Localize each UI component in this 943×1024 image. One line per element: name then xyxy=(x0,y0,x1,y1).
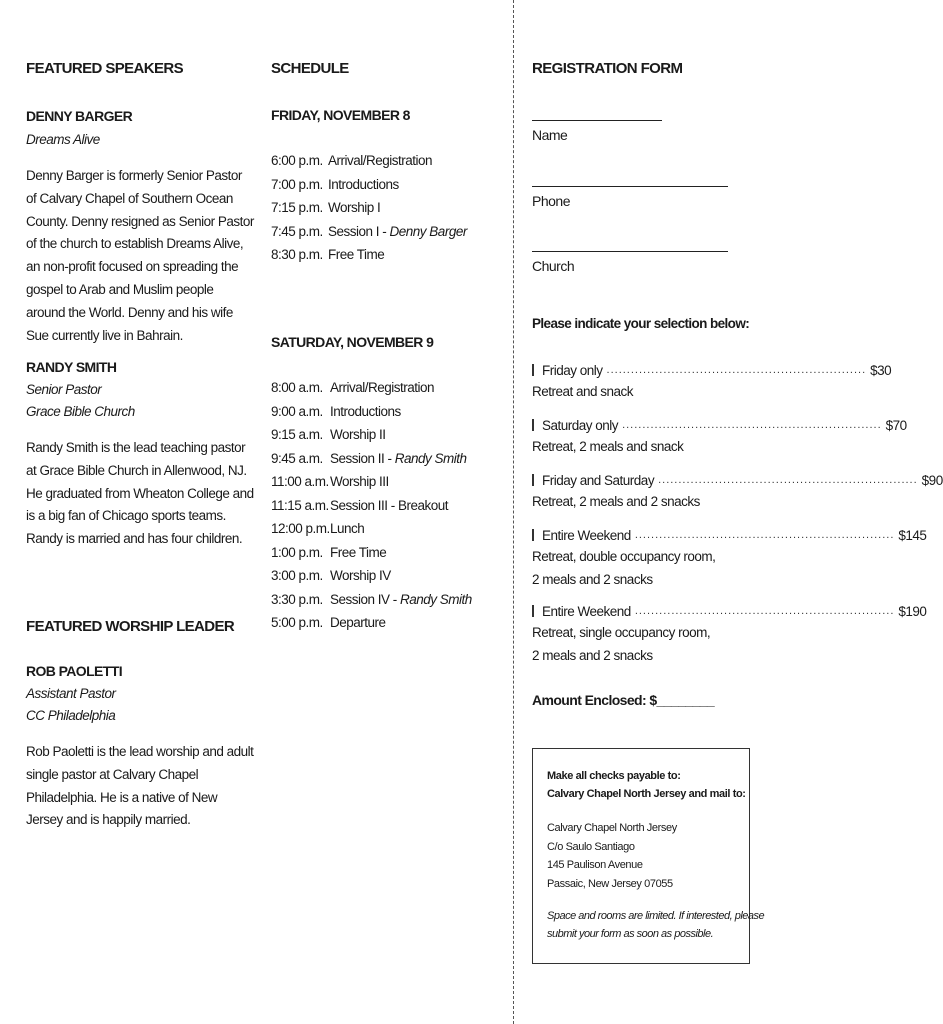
registration-option xyxy=(532,524,927,591)
schedule-item xyxy=(271,447,472,471)
saturday-day-heading: SATURDAY, NOVEMBER 9 xyxy=(271,334,434,350)
dot-leader: ................................................................ xyxy=(634,605,895,617)
schedule-event xyxy=(330,541,386,565)
option-description-line: Retreat, 2 meals and snack xyxy=(532,439,684,454)
schedule-event-title: Worship IV xyxy=(330,568,391,583)
address-line: Passaic, New Jersey 07055 xyxy=(547,877,673,890)
payable-instructions xyxy=(547,767,749,803)
schedule-item xyxy=(271,564,472,588)
schedule-event-title: Free Time xyxy=(330,544,387,560)
schedule-header: SCHEDULE xyxy=(271,60,349,77)
dot-leader: ................................................................ xyxy=(634,529,895,541)
saturday-schedule-list xyxy=(271,376,472,635)
option-label: Entire Weekend xyxy=(542,527,631,543)
schedule-event-title: Arrival/Registration xyxy=(328,153,433,168)
worship-leader-role: Assistant Pastor xyxy=(26,686,116,701)
option-description-line: Retreat, 2 meals and 2 snacks xyxy=(532,494,700,509)
mailing-address xyxy=(547,819,749,893)
worship-leader-name: ROB PAOLETTI xyxy=(26,663,122,679)
name-input-line[interactable] xyxy=(532,120,662,121)
schedule-event-speaker: Denny Barger xyxy=(389,223,467,239)
schedule-event-title: Introductions xyxy=(330,403,401,419)
schedule-item xyxy=(271,220,467,244)
speaker-bio: Randy Smith is the lead teaching pastor at Grace Bible Church in Allenwood, NJ. He graduated from Wheaton College and is a big fan of Chicago sports teams. Randy is married and has four children. xyxy=(26,440,254,547)
name-field-label: Name xyxy=(532,127,568,143)
featured-speakers-header: FEATURED SPEAKERS xyxy=(26,60,184,77)
schedule-event xyxy=(328,220,467,244)
note-line: Space and rooms are limited. If interested, please xyxy=(547,910,765,922)
option-price: $90 xyxy=(921,472,943,488)
dot-leader: ................................................................ xyxy=(606,364,867,376)
schedule-event xyxy=(330,447,467,471)
schedule-item xyxy=(271,517,472,541)
schedule-item xyxy=(271,588,472,612)
schedule-time: 12:00 p.m. xyxy=(271,521,330,536)
schedule-item xyxy=(271,400,472,424)
option-checkbox[interactable] xyxy=(532,364,534,376)
schedule-event-speaker: Randy Smith xyxy=(394,450,467,466)
schedule-event-title: Free Time xyxy=(328,247,385,262)
schedule-time: 9:15 a.m. xyxy=(271,427,323,442)
registration-form-header: REGISTRATION FORM xyxy=(532,60,683,77)
schedule-item xyxy=(271,173,467,197)
speaker-name: RANDY SMITH xyxy=(26,359,117,375)
option-price: $145 xyxy=(898,527,927,543)
option-description-line: 2 meals and 2 snacks xyxy=(532,571,653,587)
schedule-event-title: Departure xyxy=(330,615,386,630)
worship-leader-roles xyxy=(26,683,116,727)
schedule-event xyxy=(330,517,364,541)
schedule-event-title: Lunch xyxy=(330,521,365,536)
option-description-line: Retreat and snack xyxy=(532,384,634,399)
schedule-event xyxy=(330,400,401,424)
speaker-role: Grace Bible Church xyxy=(26,404,135,419)
schedule-event xyxy=(330,494,448,518)
fold-divider xyxy=(513,0,514,1024)
dot-leader: ................................................................ xyxy=(622,419,882,431)
speaker-role: Dreams Alive xyxy=(26,132,100,147)
schedule-item xyxy=(271,149,467,173)
limited-space-note xyxy=(547,907,765,943)
friday-day-heading: FRIDAY, NOVEMBER 8 xyxy=(271,107,410,123)
payable-line: Make all checks payable to: xyxy=(547,770,681,782)
registration-option xyxy=(532,414,907,459)
option-price: $190 xyxy=(898,603,927,619)
schedule-event-title: Worship I xyxy=(328,200,381,215)
schedule-time: 8:00 a.m. xyxy=(271,380,323,395)
schedule-item xyxy=(271,376,472,400)
schedule-event xyxy=(330,611,386,635)
schedule-time: 1:00 p.m. xyxy=(271,544,323,560)
option-description-line: 2 meals and 2 snacks xyxy=(532,647,653,663)
option-description xyxy=(532,436,732,459)
speaker-roles xyxy=(26,379,135,423)
schedule-event xyxy=(330,470,389,494)
option-price: $70 xyxy=(885,417,907,433)
option-label: Friday only xyxy=(542,362,603,378)
option-price: $30 xyxy=(870,362,892,378)
schedule-time: 11:15 a.m. xyxy=(271,497,329,513)
speaker-roles xyxy=(26,129,100,151)
schedule-item xyxy=(271,196,467,220)
option-row xyxy=(532,600,927,622)
option-checkbox[interactable] xyxy=(532,419,534,431)
option-description xyxy=(532,622,732,667)
schedule-item xyxy=(271,541,472,565)
schedule-event-title: Session IV - xyxy=(330,591,401,607)
schedule-time: 5:00 p.m. xyxy=(271,615,323,630)
option-label: Friday and Saturday xyxy=(542,472,655,488)
amount-enclosed: Amount Enclosed: $________ xyxy=(532,692,715,708)
speaker-bio: Denny Barger is formerly Senior Pastor of Calvary Chapel of Southern Ocean County. Denny resigned as Senior Pastor of the church to establish Dreams Alive, an non-profit focused on spreading the gospel to Arab and Muslim people around the World. Denny and his wife Sue currently live in Bahrain. xyxy=(26,168,254,343)
schedule-event xyxy=(330,564,391,588)
address-line: Calvary Chapel North Jersey xyxy=(547,822,677,834)
option-label: Saturday only xyxy=(542,417,619,433)
registration-option xyxy=(532,600,927,667)
schedule-item xyxy=(271,611,472,635)
church-input-line[interactable] xyxy=(532,251,728,252)
note-line: submit your form as soon as possible. xyxy=(547,928,714,940)
option-label: Entire Weekend xyxy=(542,603,631,619)
schedule-event xyxy=(330,588,472,612)
schedule-event xyxy=(330,423,386,447)
option-description-line: Retreat, double occupancy room, xyxy=(532,549,716,564)
option-row xyxy=(532,359,892,381)
schedule-time: 9:45 a.m. xyxy=(271,450,323,466)
option-row xyxy=(532,524,927,546)
selection-instruction: Please indicate your selection below: xyxy=(532,316,750,331)
schedule-event-title: Session II - xyxy=(330,450,395,466)
option-checkbox[interactable] xyxy=(532,605,534,617)
schedule-item xyxy=(271,243,467,267)
schedule-event-title: Arrival/Registration xyxy=(330,380,435,395)
friday-schedule-list xyxy=(271,149,467,267)
schedule-time: 7:15 p.m. xyxy=(271,200,323,215)
schedule-time: 9:00 a.m. xyxy=(271,403,323,419)
option-checkbox[interactable] xyxy=(532,529,534,541)
worship-leader-header: FEATURED WORSHIP LEADER xyxy=(26,618,235,635)
payable-line: Calvary Chapel North Jersey and mail to: xyxy=(547,788,746,800)
schedule-event-title: Session III - Breakout xyxy=(330,497,449,513)
option-description xyxy=(532,381,732,404)
registration-option xyxy=(532,469,943,514)
schedule-time: 11:00 a.m. xyxy=(271,474,329,489)
address-line: 145 Paulison Avenue xyxy=(547,859,643,871)
schedule-time: 3:30 p.m. xyxy=(271,591,323,607)
schedule-time: 8:30 p.m. xyxy=(271,247,323,262)
schedule-time: 3:00 p.m. xyxy=(271,568,323,583)
schedule-item xyxy=(271,423,472,447)
schedule-event xyxy=(328,196,380,220)
dot-leader: ................................................................ xyxy=(658,474,918,486)
schedule-event xyxy=(328,243,384,267)
schedule-event-title: Introductions xyxy=(328,176,399,192)
worship-leader-bio: Rob Paoletti is the lead worship and adult single pastor at Calvary Chapel Philadelphia. He is a native of New Jersey and is happily married. xyxy=(26,744,254,828)
option-row xyxy=(532,469,943,491)
schedule-time: 7:00 p.m. xyxy=(271,176,323,192)
address-line: C/o Saulo Santiago xyxy=(547,840,635,853)
schedule-event-title: Session I - xyxy=(328,223,390,239)
schedule-item xyxy=(271,470,472,494)
option-description-line: Retreat, single occupancy room, xyxy=(532,625,711,640)
mailing-info-box xyxy=(532,748,765,964)
option-row xyxy=(532,414,907,436)
registration-option xyxy=(532,359,892,404)
schedule-event-speaker: Randy Smith xyxy=(400,591,472,607)
schedule-item xyxy=(271,494,472,518)
option-checkbox[interactable] xyxy=(532,474,534,486)
schedule-event-title: Worship II xyxy=(330,427,386,442)
speaker-name: DENNY BARGER xyxy=(26,108,133,124)
schedule-event-title: Worship III xyxy=(330,474,389,489)
option-description xyxy=(532,491,732,514)
schedule-event xyxy=(328,173,399,197)
schedule-event xyxy=(330,376,434,400)
phone-input-line[interactable] xyxy=(532,186,728,187)
option-description xyxy=(532,546,732,591)
schedule-time: 6:00 p.m. xyxy=(271,153,323,168)
worship-leader-role: CC Philadelphia xyxy=(26,708,116,723)
speaker-role: Senior Pastor xyxy=(26,382,102,397)
schedule-event xyxy=(328,149,432,173)
phone-field-label: Phone xyxy=(532,193,570,209)
schedule-time: 7:45 p.m. xyxy=(271,223,323,239)
church-field-label: Church xyxy=(532,258,575,274)
